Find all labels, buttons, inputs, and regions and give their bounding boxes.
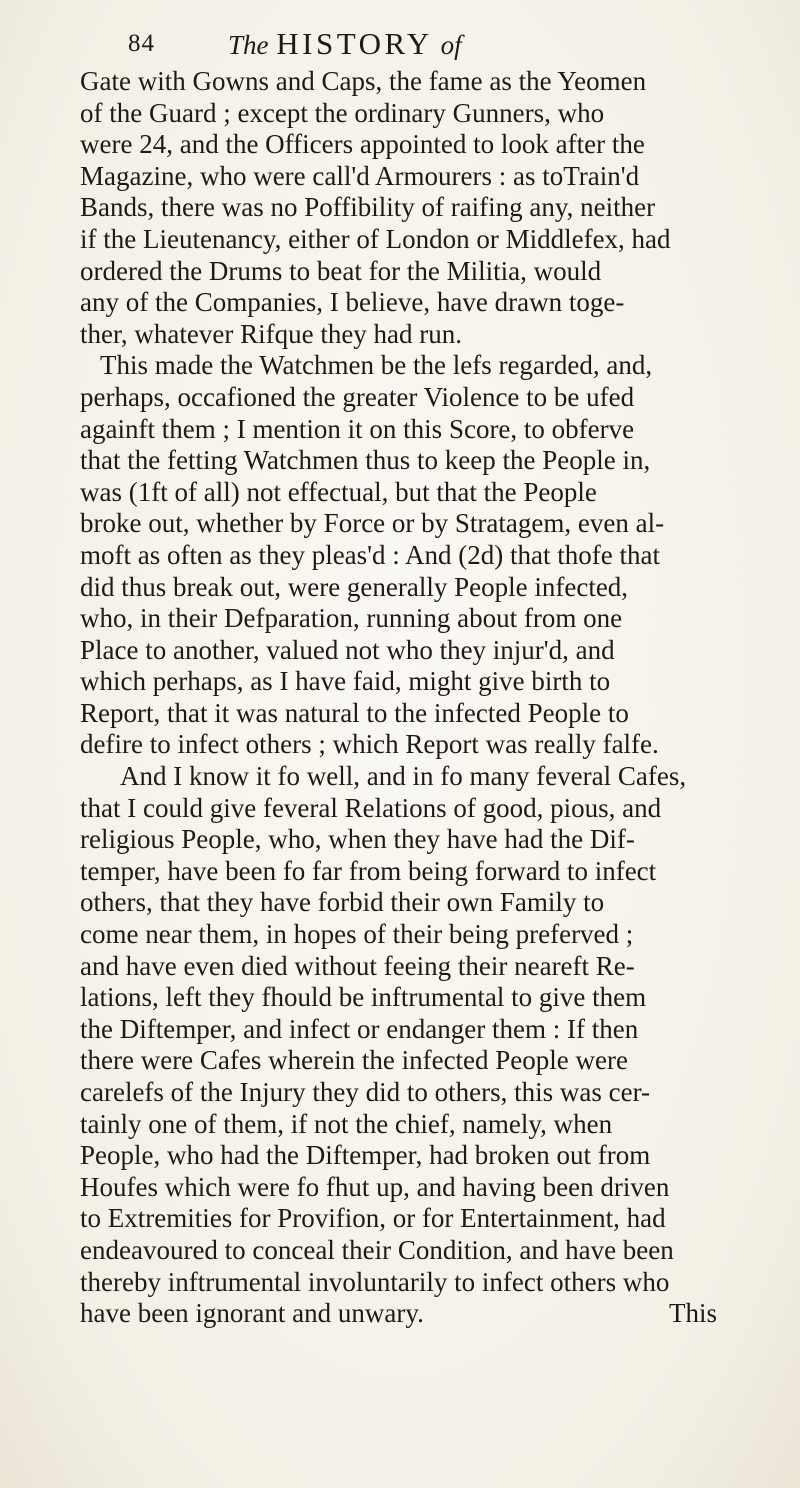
text-line: ordered the Drums to beat for the Militia, would — [80, 255, 602, 286]
catchword: This — [669, 1298, 718, 1329]
running-head-of: of — [440, 30, 462, 60]
text-line: and have even died without feeing their neareft Re- — [80, 950, 635, 981]
text-line: come near them, in hopes of their being preferved ; — [80, 919, 634, 950]
running-head — [228, 26, 462, 62]
text-line: carelefs of the Injury they did to others, this was cer- — [80, 1077, 651, 1107]
text-line: defire to infect others ; which Report was really falfe. — [80, 729, 659, 760]
text-line: tainly one of them, if not the chief, namely, when — [80, 1108, 613, 1139]
text-line: there were Cafes wherein the infected People were — [80, 1045, 628, 1076]
running-head-history: HISTORY — [276, 26, 433, 61]
text-line: moft as often as they pleas'd : And (2d) that thofe that — [80, 539, 660, 570]
text-line: People, who had the Diftemper, had broken out from — [80, 1140, 651, 1171]
text-line: ther, whatever Rifque they had run. — [80, 318, 463, 349]
text-line: Houfes which were fo fhut up, and having been driven — [80, 1171, 670, 1202]
text-line: thereby inftrumental involuntarily to infect others who — [80, 1266, 670, 1297]
text-line: others, that they have forbid their own Family to — [80, 887, 605, 918]
text-line: Gate with Gowns and Caps, the fame as the Yeomen — [80, 66, 647, 96]
text-line: Place to another, valued not who they injur'd, and — [80, 634, 615, 665]
text-line: any of the Companies, I believe, have drawn toge- — [80, 287, 625, 318]
body-text — [80, 66, 744, 1330]
paragraph-start-line: And I know it fo well, and in fo many feveral Cafes, — [120, 761, 687, 792]
text-line: the Diftemper, and infect or endanger them : If then — [80, 1013, 639, 1044]
text-line: was (1ft of all) not effectual, but that the People — [80, 476, 597, 507]
text-line: perhaps, occafioned the greater Violence to be ufed — [80, 381, 635, 412]
text-line: if the Lieutenancy, either of London or Middlefex, had — [80, 223, 671, 254]
text-line: endeavoured to conceal their Condition, and have been — [80, 1234, 674, 1265]
text-line: that I could give feveral Relations of good, pious, and — [80, 792, 662, 823]
text-line: temper, have been fo far from being forward to infect — [80, 855, 657, 886]
page-number: 84 — [128, 30, 155, 57]
text-line: broke out, whether by Force or by Stratagem, even al- — [80, 508, 665, 539]
text-line: did thus break out, were generally People infected, — [80, 571, 629, 602]
paragraph-start-line: This made the Watchmen be the lefs regarded, and, — [100, 350, 653, 381]
last-line-text: have been ignorant and unwary. — [80, 1298, 424, 1329]
text-line: againft them ; I mention it on this Score, to obferve — [80, 413, 635, 444]
text-line: which perhaps, as I have faid, might give birth to — [80, 666, 611, 697]
text-line: who, in their Defparation, running about from one — [80, 603, 623, 634]
text-line: Report, that it was natural to the infected People to — [80, 697, 629, 728]
text-line: religious People, who, when they have had the Dif- — [80, 824, 635, 855]
last-text-line — [80, 1298, 744, 1330]
running-head-the: The — [228, 30, 269, 60]
text-line: Bands, there was no Poffibility of raifing any, neither — [80, 192, 656, 223]
text-line: were 24, and the Officers appointed to look after the — [80, 129, 645, 160]
text-line: lations, left they fhould be inftrumental to give them — [80, 982, 647, 1013]
text-line: Magazine, who were call'd Armourers : as toTrain'd — [80, 160, 640, 191]
page-header — [128, 24, 688, 64]
text-line: that the fetting Watchmen thus to keep the People in, — [80, 445, 651, 476]
text-line: of the Guard ; except the ordinary Gunners, who — [80, 97, 605, 128]
text-line: to Extremities for Provifion, or for Entertainment, had — [80, 1203, 666, 1234]
